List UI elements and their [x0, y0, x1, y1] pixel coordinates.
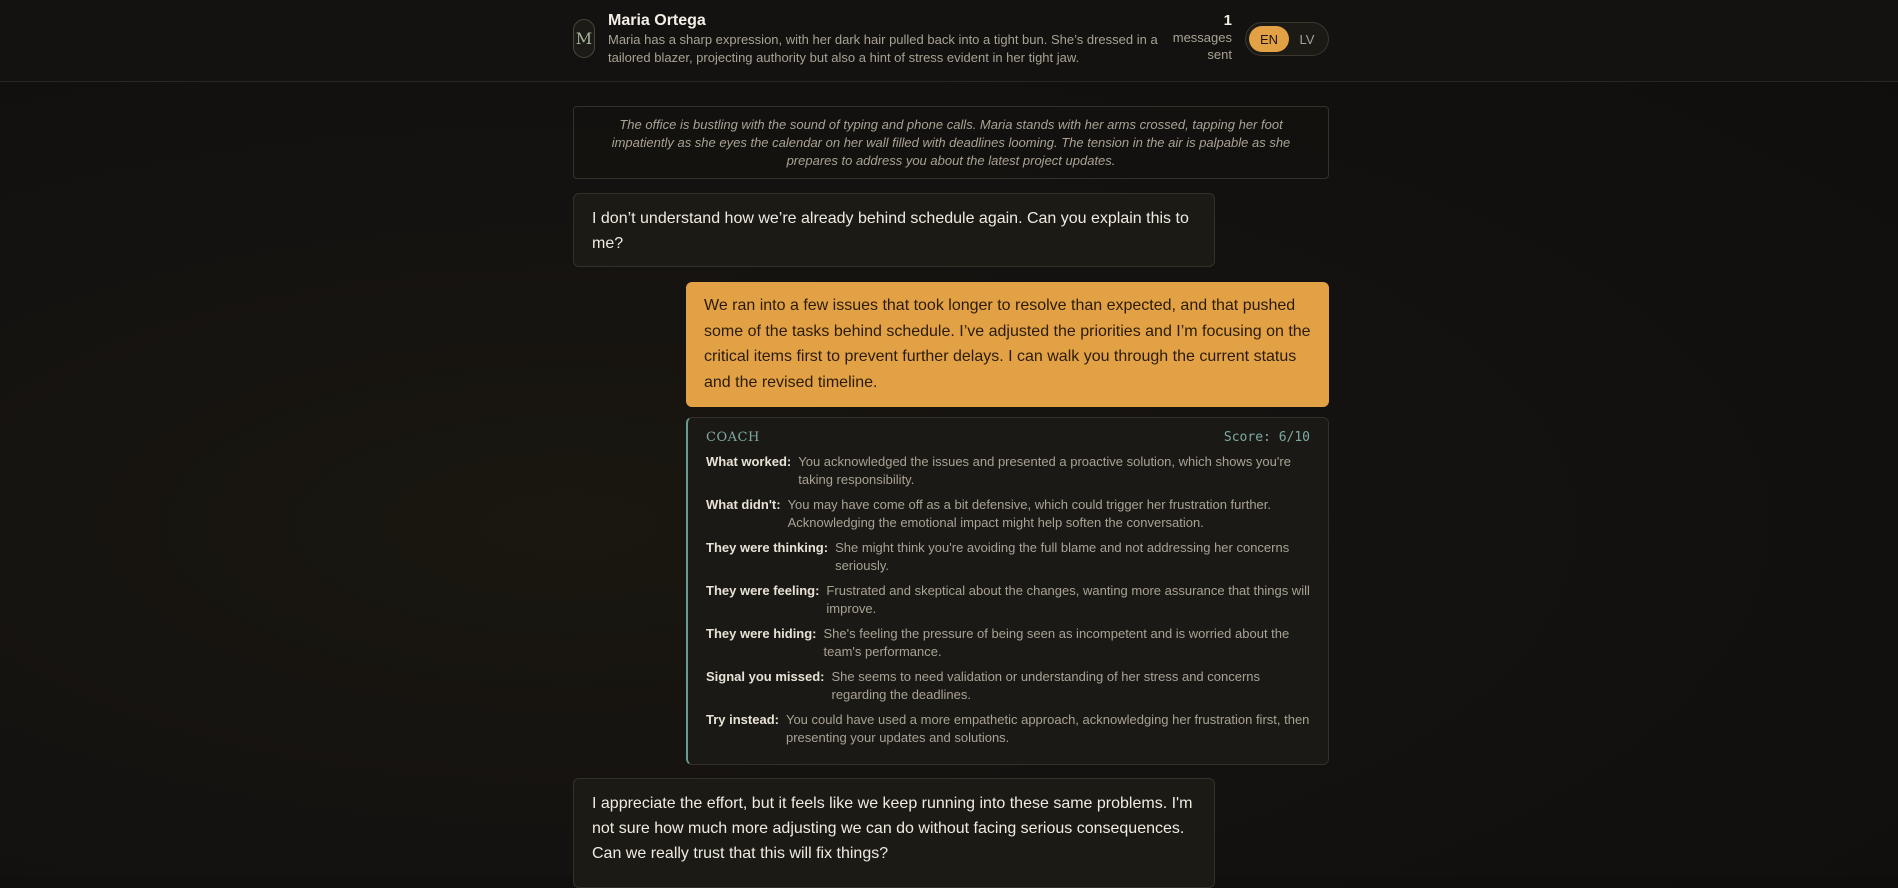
coach-row-key: What worked:	[706, 454, 792, 469]
coach-row-value: Frustrated and skeptical about the changes, wanting more assurance that things will improve.	[826, 583, 1310, 616]
messages-sent-counter	[1162, 12, 1232, 63]
avatar: M	[573, 19, 595, 58]
coach-row-key: They were thinking:	[706, 540, 829, 555]
character-header	[0, 0, 1898, 82]
coach-row-what-didnt	[706, 496, 1310, 532]
coach-row-thinking	[706, 539, 1310, 575]
coach-row-key: They were feeling:	[706, 583, 820, 598]
character-message: I appreciate the effort, but it feels like we keep running into these same problems. I'm not sure how much more adjusting we can do without facing serious consequences. Can we really trust that this will fix things?	[573, 778, 1215, 888]
coach-row-value: You acknowledged the issues and presented a proactive solution, which shows you're taking responsibility.	[798, 454, 1291, 487]
coach-row-key: Try instead:	[706, 712, 779, 727]
character-name: Maria Ortega	[608, 12, 706, 29]
coach-row-key: Signal you missed:	[706, 669, 825, 684]
language-toggle	[1245, 22, 1329, 56]
character-message: I don’t understand how we’re already behind schedule again. Can you explain this to me?	[573, 193, 1215, 267]
language-en-button[interactable]: EN	[1249, 26, 1289, 52]
coach-row-what-worked	[706, 453, 1310, 489]
character-description: Maria has a sharp expression, with her dark hair pulled back into a tight bun. She’s dressed in a tailored blazer, projecting authority but also a hint of stress evident in her tight jaw.	[608, 32, 1158, 65]
coach-row-key: What didn't:	[706, 497, 781, 512]
user-message: We ran into a few issues that took longer to resolve than expected, and that pushed some of the tasks behind schedule. I’ve adjusted the priorities and I’m focusing on the critical items first to prevent further delays. I can walk you through the current status and the revised timeline.	[686, 282, 1329, 407]
coach-row-hiding	[706, 625, 1310, 661]
coach-row-value: You may have come off as a bit defensive, which could trigger her frustration further. Acknowledging the emotional impact might help soften the conversation.	[787, 497, 1272, 530]
messages-count: 1	[1223, 12, 1232, 29]
coach-row-signal-missed	[706, 668, 1310, 704]
coach-feedback-panel	[686, 417, 1329, 765]
coach-row-try-instead	[706, 711, 1310, 747]
coach-row-value: She seems to need validation or understanding of her stress and concerns regarding the deadlines.	[831, 669, 1261, 702]
language-lv-button[interactable]: LV	[1299, 31, 1315, 47]
coach-row-feeling	[706, 582, 1310, 618]
coach-score: Score: 6/10	[1223, 430, 1310, 445]
scene-description: The office is bustling with the sound of typing and phone calls. Maria stands with her arms crossed, tapping her foot impatiently as she eyes the calendar on her wall filled with deadlines looming. The tension in the air is palpable as she prepares to address you about the latest project updates.	[573, 106, 1329, 179]
messages-label: messages sent	[1172, 30, 1232, 62]
coach-row-value: She's feeling the pressure of being seen as incompetent and is worried about the team's performance.	[823, 626, 1290, 659]
coach-row-value: She might think you're avoiding the full blame and not addressing her concerns seriously.	[835, 540, 1290, 573]
coach-row-key: They were hiding:	[706, 626, 817, 641]
coach-label: COACH	[706, 430, 760, 445]
coach-row-value: You could have used a more empathetic approach, acknowledging her frustration first, then presenting your updates and solutions.	[785, 712, 1310, 745]
